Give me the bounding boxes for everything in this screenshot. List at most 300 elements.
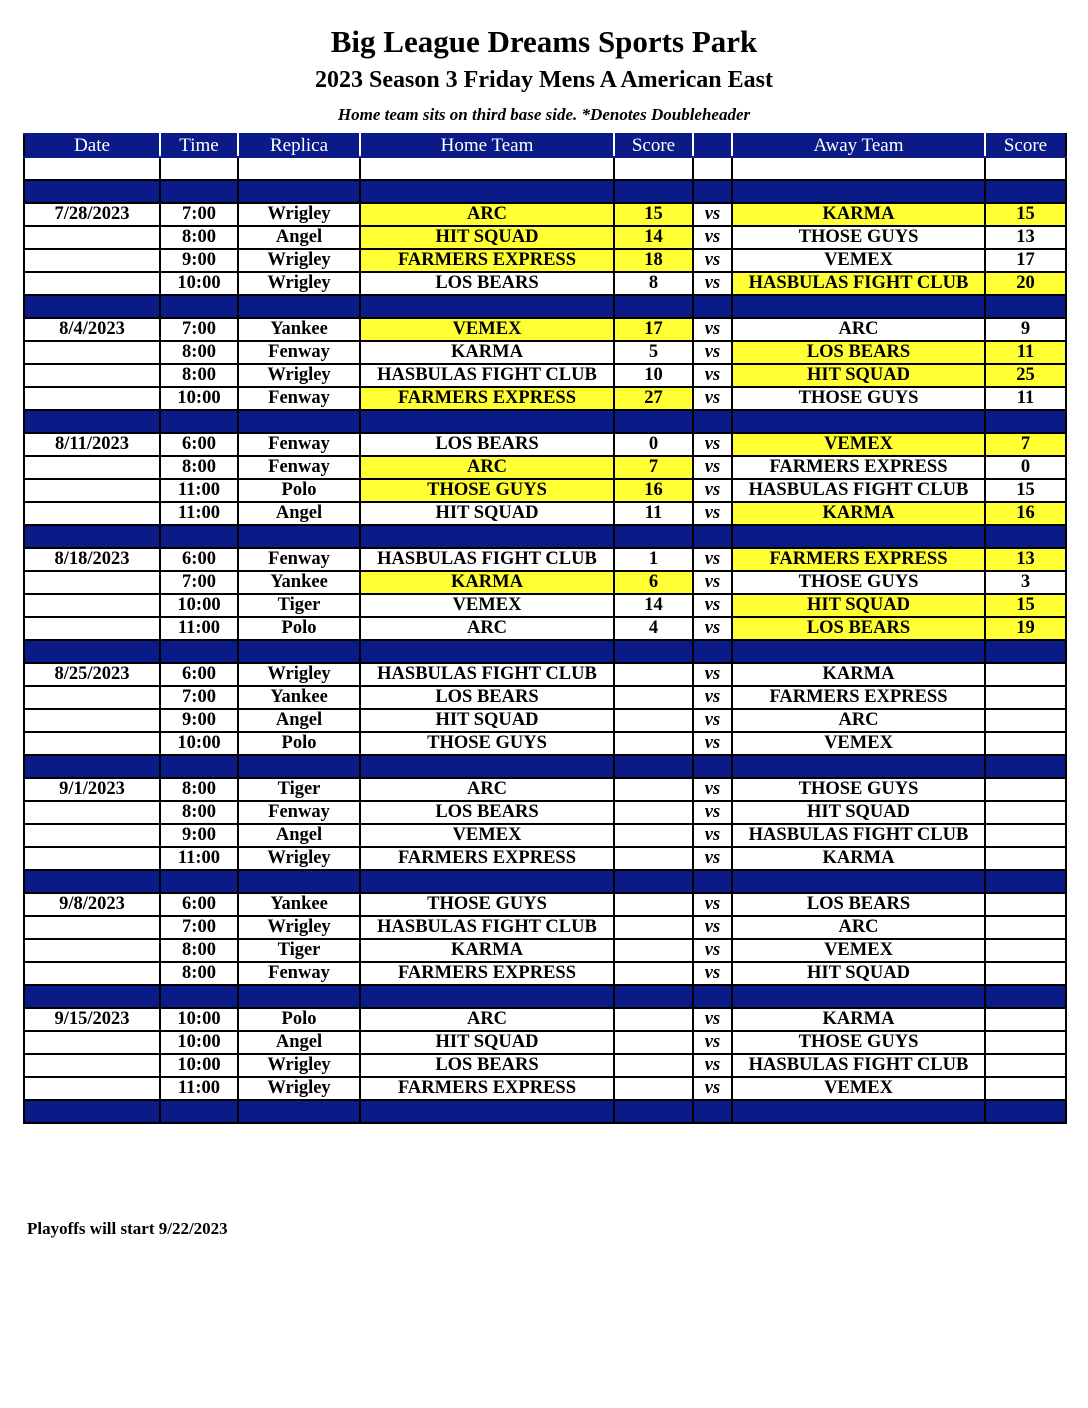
empty-cell xyxy=(985,295,1066,318)
empty-cell xyxy=(732,870,985,893)
game-replica: Wrigley xyxy=(238,847,360,870)
home-team: LOS BEARS xyxy=(360,272,614,295)
home-team: HIT SQUAD xyxy=(360,1031,614,1054)
empty-cell xyxy=(160,870,238,893)
away-score xyxy=(985,939,1066,962)
game-row xyxy=(24,387,1066,410)
vs-label: vs xyxy=(693,456,732,479)
week-divider xyxy=(24,755,1066,778)
home-score xyxy=(614,709,693,732)
empty-cell xyxy=(360,157,614,180)
empty-cell xyxy=(160,755,238,778)
game-replica: Fenway xyxy=(238,962,360,985)
away-score: 25 xyxy=(985,364,1066,387)
home-score: 7 xyxy=(614,456,693,479)
empty-cell xyxy=(24,157,160,180)
game-time: 7:00 xyxy=(160,916,238,939)
home-team: FARMERS EXPRESS xyxy=(360,1077,614,1100)
game-date xyxy=(24,686,160,709)
game-date xyxy=(24,939,160,962)
away-team: VEMEX xyxy=(732,732,985,755)
empty-cell xyxy=(693,295,732,318)
game-time: 11:00 xyxy=(160,617,238,640)
empty-cell xyxy=(732,157,985,180)
away-score xyxy=(985,893,1066,916)
game-date xyxy=(24,1031,160,1054)
col-time: Time xyxy=(160,134,238,157)
game-row xyxy=(24,686,1066,709)
game-replica: Wrigley xyxy=(238,1077,360,1100)
game-date xyxy=(24,824,160,847)
game-replica: Angel xyxy=(238,709,360,732)
spacer-row xyxy=(24,157,1066,180)
empty-cell xyxy=(160,985,238,1008)
game-time: 9:00 xyxy=(160,249,238,272)
game-replica: Wrigley xyxy=(238,1054,360,1077)
page-note: Home team sits on third base side. *Denotes Doubleheader xyxy=(337,105,751,124)
game-row xyxy=(24,916,1066,939)
away-team: THOSE GUYS xyxy=(732,387,985,410)
game-time: 8:00 xyxy=(160,456,238,479)
vs-label: vs xyxy=(693,249,732,272)
home-score xyxy=(614,778,693,801)
away-score xyxy=(985,732,1066,755)
game-replica: Angel xyxy=(238,824,360,847)
home-score xyxy=(614,824,693,847)
home-team: FARMERS EXPRESS xyxy=(360,387,614,410)
home-score: 14 xyxy=(614,594,693,617)
week-divider xyxy=(24,985,1066,1008)
game-row xyxy=(24,203,1066,226)
game-time: 10:00 xyxy=(160,272,238,295)
empty-cell xyxy=(238,157,360,180)
empty-cell xyxy=(238,870,360,893)
away-team: KARMA xyxy=(732,502,985,525)
col-away-team: Away Team xyxy=(732,134,985,157)
away-team: LOS BEARS xyxy=(732,893,985,916)
game-row xyxy=(24,479,1066,502)
game-date: 9/8/2023 xyxy=(24,893,160,916)
empty-cell xyxy=(985,157,1066,180)
game-row xyxy=(24,663,1066,686)
game-time: 6:00 xyxy=(160,548,238,571)
empty-cell xyxy=(732,295,985,318)
game-replica: Fenway xyxy=(238,387,360,410)
home-team: KARMA xyxy=(360,571,614,594)
away-score xyxy=(985,778,1066,801)
empty-cell xyxy=(693,525,732,548)
empty-cell xyxy=(160,1100,238,1123)
away-team: KARMA xyxy=(732,663,985,686)
home-score: 8 xyxy=(614,272,693,295)
home-team: ARC xyxy=(360,1008,614,1031)
game-row xyxy=(24,939,1066,962)
away-score: 19 xyxy=(985,617,1066,640)
vs-label: vs xyxy=(693,847,732,870)
game-date xyxy=(24,226,160,249)
empty-cell xyxy=(732,985,985,1008)
game-time: 11:00 xyxy=(160,502,238,525)
game-time: 10:00 xyxy=(160,387,238,410)
header-row xyxy=(24,134,1066,157)
vs-label: vs xyxy=(693,893,732,916)
game-replica: Wrigley xyxy=(238,272,360,295)
away-score xyxy=(985,1054,1066,1077)
empty-cell xyxy=(24,525,160,548)
home-score xyxy=(614,893,693,916)
game-time: 11:00 xyxy=(160,1077,238,1100)
vs-label: vs xyxy=(693,801,732,824)
empty-cell xyxy=(985,755,1066,778)
game-replica: Wrigley xyxy=(238,916,360,939)
game-time: 7:00 xyxy=(160,686,238,709)
away-team: FARMERS EXPRESS xyxy=(732,686,985,709)
vs-label: vs xyxy=(693,341,732,364)
game-time: 8:00 xyxy=(160,226,238,249)
vs-label: vs xyxy=(693,364,732,387)
game-date: 9/1/2023 xyxy=(24,778,160,801)
empty-cell xyxy=(160,640,238,663)
game-replica: Fenway xyxy=(238,548,360,571)
home-score: 11 xyxy=(614,502,693,525)
game-replica: Tiger xyxy=(238,939,360,962)
away-score: 13 xyxy=(985,226,1066,249)
empty-cell xyxy=(238,180,360,203)
empty-cell xyxy=(985,410,1066,433)
empty-cell xyxy=(732,640,985,663)
empty-cell xyxy=(160,295,238,318)
empty-cell xyxy=(24,180,160,203)
away-score: 11 xyxy=(985,387,1066,410)
empty-cell xyxy=(985,180,1066,203)
empty-cell xyxy=(985,870,1066,893)
away-team: THOSE GUYS xyxy=(732,778,985,801)
away-score: 3 xyxy=(985,571,1066,594)
away-team: HASBULAS FIGHT CLUB xyxy=(732,479,985,502)
empty-cell xyxy=(360,1100,614,1123)
game-time: 10:00 xyxy=(160,732,238,755)
home-team: LOS BEARS xyxy=(360,686,614,709)
away-score xyxy=(985,962,1066,985)
game-replica: Fenway xyxy=(238,341,360,364)
home-team: VEMEX xyxy=(360,318,614,341)
home-score: 10 xyxy=(614,364,693,387)
game-replica: Polo xyxy=(238,479,360,502)
empty-cell xyxy=(238,640,360,663)
game-replica: Yankee xyxy=(238,571,360,594)
home-score: 14 xyxy=(614,226,693,249)
game-row xyxy=(24,847,1066,870)
empty-cell xyxy=(985,1100,1066,1123)
away-score xyxy=(985,1077,1066,1100)
vs-label: vs xyxy=(693,824,732,847)
away-score: 16 xyxy=(985,502,1066,525)
empty-cell xyxy=(732,525,985,548)
week-divider xyxy=(24,870,1066,893)
game-date xyxy=(24,456,160,479)
home-team: HIT SQUAD xyxy=(360,709,614,732)
game-time: 10:00 xyxy=(160,594,238,617)
home-score xyxy=(614,732,693,755)
empty-cell xyxy=(985,640,1066,663)
empty-cell xyxy=(238,755,360,778)
game-row xyxy=(24,1031,1066,1054)
home-team: VEMEX xyxy=(360,594,614,617)
home-team: HASBULAS FIGHT CLUB xyxy=(360,663,614,686)
game-date xyxy=(24,502,160,525)
game-date xyxy=(24,801,160,824)
vs-label: vs xyxy=(693,1054,732,1077)
game-date xyxy=(24,732,160,755)
home-team: FARMERS EXPRESS xyxy=(360,962,614,985)
away-team: KARMA xyxy=(732,203,985,226)
home-team: THOSE GUYS xyxy=(360,893,614,916)
game-time: 11:00 xyxy=(160,847,238,870)
vs-label: vs xyxy=(693,686,732,709)
vs-label: vs xyxy=(693,203,732,226)
game-date: 8/25/2023 xyxy=(24,663,160,686)
game-date: 8/11/2023 xyxy=(24,433,160,456)
game-row xyxy=(24,778,1066,801)
away-score: 0 xyxy=(985,456,1066,479)
empty-cell xyxy=(238,525,360,548)
home-score xyxy=(614,1077,693,1100)
empty-cell xyxy=(614,1100,693,1123)
empty-cell xyxy=(360,870,614,893)
empty-cell xyxy=(693,985,732,1008)
game-replica: Wrigley xyxy=(238,203,360,226)
home-score: 18 xyxy=(614,249,693,272)
away-score: 15 xyxy=(985,479,1066,502)
empty-cell xyxy=(614,640,693,663)
away-team: HIT SQUAD xyxy=(732,801,985,824)
empty-cell xyxy=(693,1100,732,1123)
empty-cell xyxy=(693,180,732,203)
empty-cell xyxy=(614,180,693,203)
empty-cell xyxy=(160,157,238,180)
away-score: 9 xyxy=(985,318,1066,341)
away-score: 7 xyxy=(985,433,1066,456)
empty-cell xyxy=(693,870,732,893)
game-row xyxy=(24,571,1066,594)
game-row xyxy=(24,341,1066,364)
home-score xyxy=(614,847,693,870)
game-date xyxy=(24,364,160,387)
away-team: KARMA xyxy=(732,847,985,870)
game-date xyxy=(24,1077,160,1100)
home-team: ARC xyxy=(360,617,614,640)
empty-cell xyxy=(360,295,614,318)
game-replica: Angel xyxy=(238,226,360,249)
home-team: THOSE GUYS xyxy=(360,479,614,502)
game-row xyxy=(24,709,1066,732)
away-score: 13 xyxy=(985,548,1066,571)
home-score: 17 xyxy=(614,318,693,341)
game-row xyxy=(24,893,1066,916)
game-time: 9:00 xyxy=(160,709,238,732)
home-team: FARMERS EXPRESS xyxy=(360,249,614,272)
vs-label: vs xyxy=(693,479,732,502)
empty-cell xyxy=(360,180,614,203)
home-score xyxy=(614,1054,693,1077)
empty-cell xyxy=(24,1100,160,1123)
vs-label: vs xyxy=(693,663,732,686)
empty-cell xyxy=(614,295,693,318)
game-date xyxy=(24,617,160,640)
away-team: HIT SQUAD xyxy=(732,364,985,387)
empty-cell xyxy=(238,410,360,433)
away-team: FARMERS EXPRESS xyxy=(732,548,985,571)
week-divider xyxy=(24,525,1066,548)
away-team: VEMEX xyxy=(732,249,985,272)
away-team: VEMEX xyxy=(732,939,985,962)
home-score xyxy=(614,801,693,824)
game-replica: Polo xyxy=(238,1008,360,1031)
col-vs xyxy=(693,134,732,157)
home-score xyxy=(614,1031,693,1054)
game-row xyxy=(24,364,1066,387)
vs-label: vs xyxy=(693,387,732,410)
col-replica: Replica xyxy=(238,134,360,157)
home-team: ARC xyxy=(360,203,614,226)
game-date xyxy=(24,847,160,870)
game-replica: Polo xyxy=(238,732,360,755)
game-time: 6:00 xyxy=(160,893,238,916)
game-replica: Tiger xyxy=(238,778,360,801)
away-team: THOSE GUYS xyxy=(732,226,985,249)
game-date xyxy=(24,387,160,410)
empty-cell xyxy=(732,180,985,203)
game-date xyxy=(24,571,160,594)
vs-label: vs xyxy=(693,594,732,617)
vs-label: vs xyxy=(693,318,732,341)
empty-cell xyxy=(24,410,160,433)
vs-label: vs xyxy=(693,433,732,456)
empty-cell xyxy=(985,525,1066,548)
away-team: LOS BEARS xyxy=(732,617,985,640)
home-score xyxy=(614,686,693,709)
home-team: LOS BEARS xyxy=(360,1054,614,1077)
home-score xyxy=(614,1008,693,1031)
game-row xyxy=(24,502,1066,525)
away-team: ARC xyxy=(732,709,985,732)
game-date xyxy=(24,479,160,502)
vs-label: vs xyxy=(693,709,732,732)
home-team: KARMA xyxy=(360,341,614,364)
col-home-team: Home Team xyxy=(360,134,614,157)
vs-label: vs xyxy=(693,272,732,295)
home-team: HIT SQUAD xyxy=(360,502,614,525)
home-score: 16 xyxy=(614,479,693,502)
game-date: 8/18/2023 xyxy=(24,548,160,571)
home-team: LOS BEARS xyxy=(360,433,614,456)
vs-label: vs xyxy=(693,1077,732,1100)
game-time: 6:00 xyxy=(160,663,238,686)
empty-cell xyxy=(24,870,160,893)
game-date: 9/15/2023 xyxy=(24,1008,160,1031)
game-row xyxy=(24,962,1066,985)
game-time: 6:00 xyxy=(160,433,238,456)
home-score: 6 xyxy=(614,571,693,594)
game-replica: Yankee xyxy=(238,893,360,916)
vs-label: vs xyxy=(693,548,732,571)
empty-cell xyxy=(160,180,238,203)
home-team: FARMERS EXPRESS xyxy=(360,847,614,870)
home-score xyxy=(614,962,693,985)
game-time: 8:00 xyxy=(160,962,238,985)
game-time: 8:00 xyxy=(160,801,238,824)
away-score: 17 xyxy=(985,249,1066,272)
vs-label: vs xyxy=(693,939,732,962)
game-replica: Wrigley xyxy=(238,249,360,272)
vs-label: vs xyxy=(693,571,732,594)
away-score xyxy=(985,663,1066,686)
away-score xyxy=(985,709,1066,732)
schedule-table xyxy=(23,133,1067,1124)
game-row xyxy=(24,732,1066,755)
home-score: 4 xyxy=(614,617,693,640)
game-date: 8/4/2023 xyxy=(24,318,160,341)
away-score xyxy=(985,1031,1066,1054)
empty-cell xyxy=(693,640,732,663)
page-title: Big League Dreams Sports Park xyxy=(330,24,758,59)
game-replica: Wrigley xyxy=(238,364,360,387)
game-time: 8:00 xyxy=(160,364,238,387)
empty-cell xyxy=(732,1100,985,1123)
game-replica: Angel xyxy=(238,502,360,525)
game-time: 7:00 xyxy=(160,318,238,341)
home-team: ARC xyxy=(360,778,614,801)
week-divider xyxy=(24,180,1066,203)
game-time: 11:00 xyxy=(160,479,238,502)
away-team: HIT SQUAD xyxy=(732,962,985,985)
game-row xyxy=(24,272,1066,295)
col-home-score: Score xyxy=(614,134,693,157)
away-team: HASBULAS FIGHT CLUB xyxy=(732,824,985,847)
game-row xyxy=(24,594,1066,617)
game-date xyxy=(24,272,160,295)
home-team: HASBULAS FIGHT CLUB xyxy=(360,364,614,387)
empty-cell xyxy=(238,1100,360,1123)
home-score xyxy=(614,916,693,939)
away-score xyxy=(985,824,1066,847)
empty-cell xyxy=(238,295,360,318)
empty-cell xyxy=(238,985,360,1008)
home-score xyxy=(614,663,693,686)
game-row xyxy=(24,456,1066,479)
empty-cell xyxy=(160,410,238,433)
home-score: 15 xyxy=(614,203,693,226)
away-score xyxy=(985,801,1066,824)
game-time: 8:00 xyxy=(160,939,238,962)
vs-label: vs xyxy=(693,502,732,525)
week-divider xyxy=(24,295,1066,318)
game-replica: Yankee xyxy=(238,318,360,341)
empty-cell xyxy=(693,410,732,433)
game-date xyxy=(24,709,160,732)
playoffs-note: Playoffs will start 9/22/2023 xyxy=(27,1219,228,1238)
away-team: HASBULAS FIGHT CLUB xyxy=(732,272,985,295)
empty-cell xyxy=(693,755,732,778)
home-team: VEMEX xyxy=(360,824,614,847)
away-score xyxy=(985,686,1066,709)
game-date xyxy=(24,1054,160,1077)
vs-label: vs xyxy=(693,1008,732,1031)
empty-cell xyxy=(614,410,693,433)
game-row xyxy=(24,433,1066,456)
home-score: 27 xyxy=(614,387,693,410)
empty-cell xyxy=(614,525,693,548)
